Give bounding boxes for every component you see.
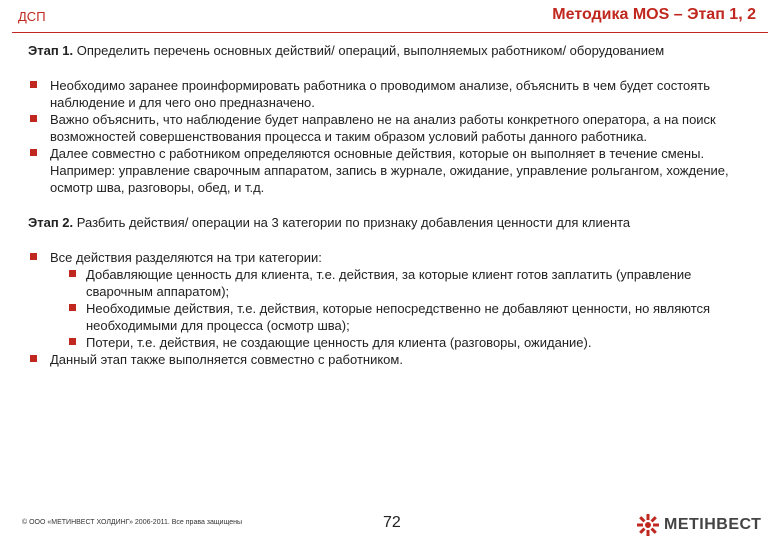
list-item xyxy=(28,77,758,111)
sub-list-item xyxy=(66,300,758,334)
square-bullet-icon xyxy=(69,338,76,345)
company-logo xyxy=(636,513,761,537)
page-number: 72 xyxy=(383,514,401,531)
list-item xyxy=(28,111,758,145)
slide-title: Методика MOS – Этап 1, 2 xyxy=(552,6,756,23)
stage2-text: Разбить действия/ операции на 3 категории по признаку добавления ценности для клиента xyxy=(73,215,631,230)
stage2-label: Этап 2. xyxy=(28,215,74,230)
list-item xyxy=(28,351,758,368)
bullet-text: Важно объяснить, что наблюдение будет направлено не на анализ работы конкретного оператора, а на поиск возможностей совершенствования процесса и таким образом условий работы данного работника. xyxy=(50,112,716,144)
slide-content xyxy=(28,42,758,386)
list-item xyxy=(28,249,758,351)
square-bullet-icon xyxy=(30,355,37,362)
metinvest-logo-icon xyxy=(636,513,660,537)
bullet-text: Данный этап также выполняется совместно с работником. xyxy=(50,352,403,367)
square-bullet-icon xyxy=(69,270,76,277)
square-bullet-icon xyxy=(30,81,37,88)
stage2-heading xyxy=(28,214,758,231)
footer-copyright: © ООО «МЕТИНВЕСТ ХОЛДИНГ» 2006-2011. Все права защищены xyxy=(22,519,243,526)
category-sublist xyxy=(50,266,758,351)
stage1-heading xyxy=(28,42,758,59)
square-bullet-icon xyxy=(30,115,37,122)
square-bullet-icon xyxy=(30,149,37,156)
stage1-text: Определить перечень основных действий/ операций, выполняемых работником/ оборудованием xyxy=(73,43,665,58)
bullet-text: Все действия разделяются на три категории: xyxy=(50,250,322,265)
stage1-bullet-list xyxy=(28,77,758,196)
bullet-text: Необходимо заранее проинформировать работника о проводимом анализе, объяснить в чем будет состоять наблюдение и для чего оно предназначено. xyxy=(50,78,711,110)
sub-list-item xyxy=(66,334,758,351)
logo-wordmark: МЕТІНВЕСТ xyxy=(664,516,762,533)
sub-bullet-text: Потери, т.е. действия, не создающие ценность для клиента (разговоры, ожидание). xyxy=(86,335,592,350)
sub-bullet-text: Добавляющие ценность для клиента, т.е. действия, за которые клиент готов заплатить (управление сварочным аппаратом); xyxy=(86,267,692,299)
classification-label: ДСП xyxy=(18,9,46,24)
square-bullet-icon xyxy=(30,253,37,260)
stage1-label: Этап 1. xyxy=(28,43,74,58)
header-divider xyxy=(12,32,768,33)
stage2-bullet-list xyxy=(28,249,758,368)
square-bullet-icon xyxy=(69,304,76,311)
sub-bullet-text: Необходимые действия, т.е. действия, которые непосредственно не добавляют ценности, но являются необходимыми для процесса (осмотр шва); xyxy=(86,301,711,333)
list-item xyxy=(28,145,758,196)
bullet-text: Далее совместно с работником определяются основные действия, которые он выполняет в течение смены. Например: управление сварочным аппаратом, запись в журнале, ожидание, управление рольгангом, хождение, осмотр шва, разговоры, обед, и т.д. xyxy=(50,146,729,195)
sub-list-item xyxy=(66,266,758,300)
